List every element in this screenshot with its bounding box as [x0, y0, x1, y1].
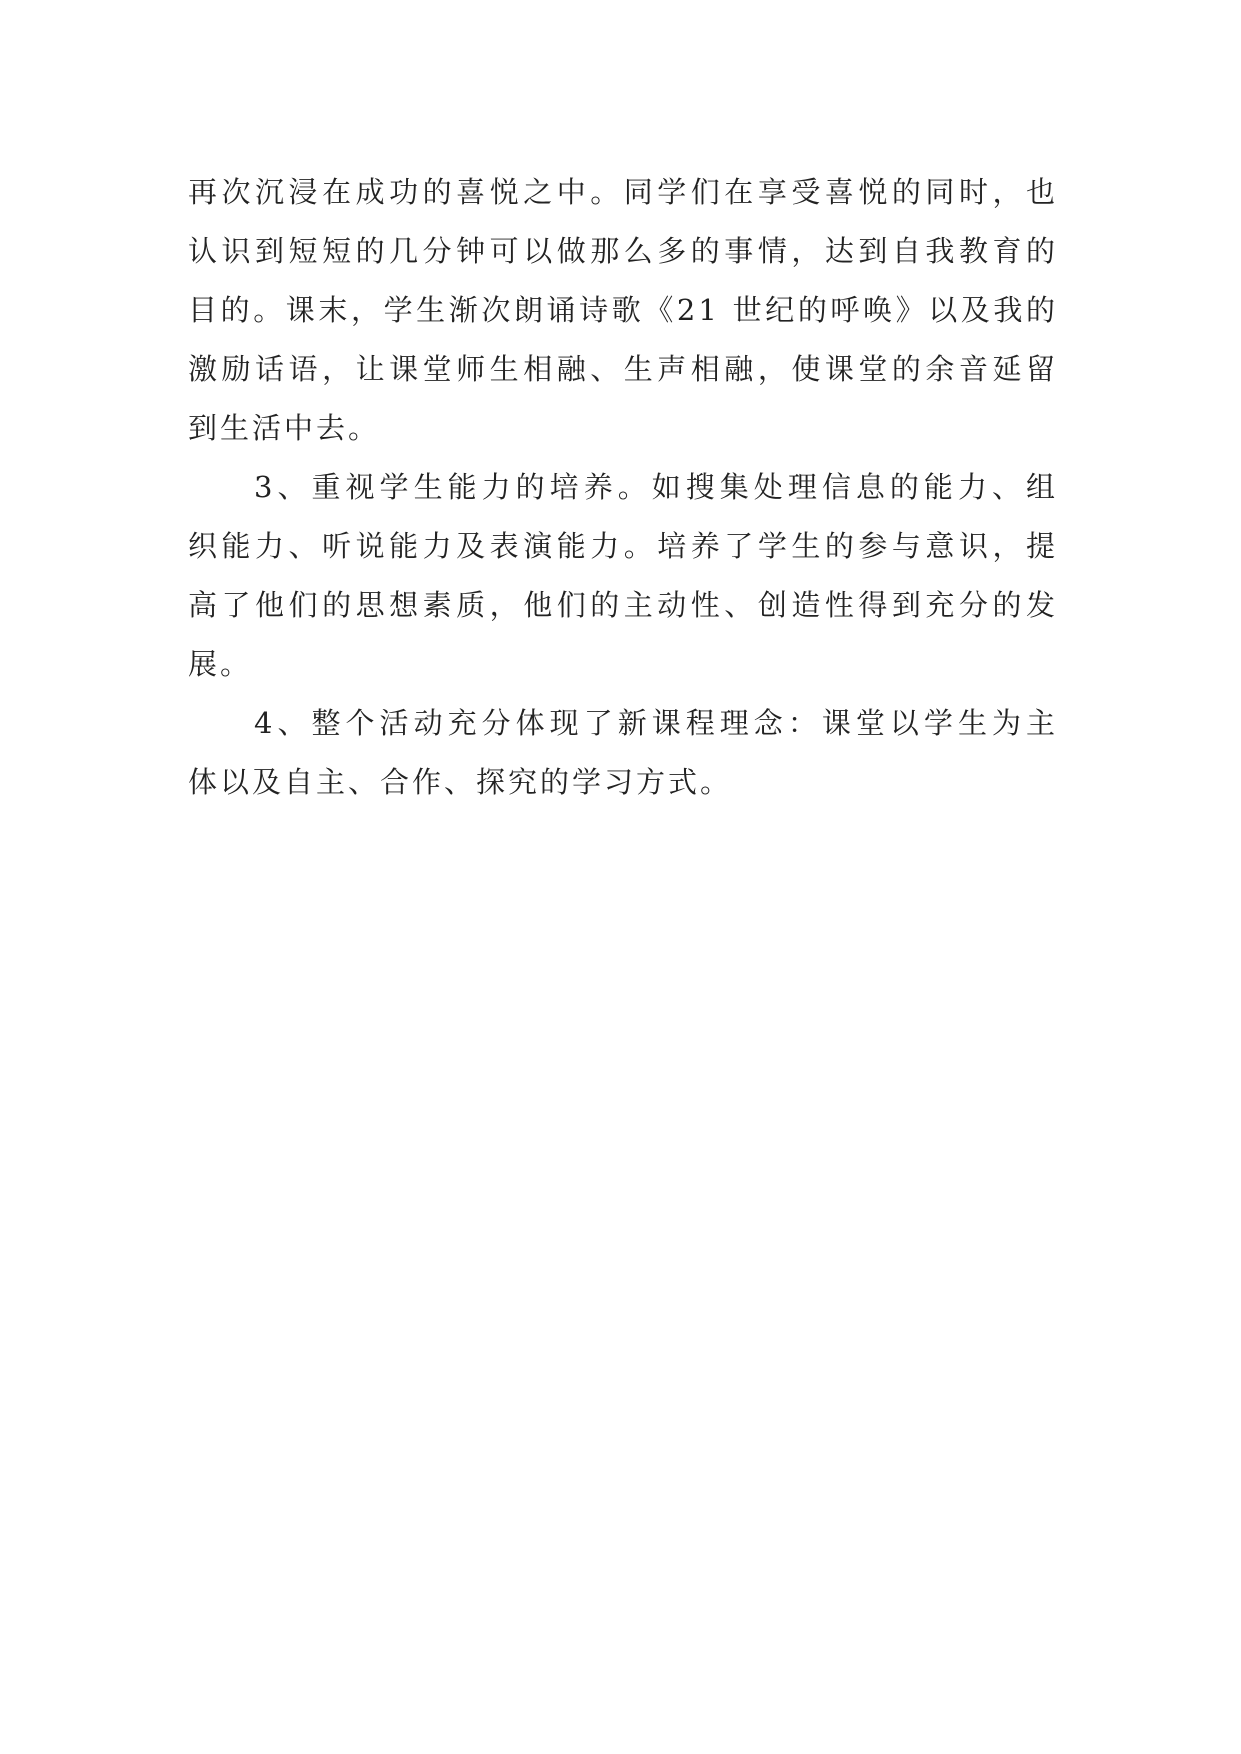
text-line: 到生活中去。: [188, 411, 381, 445]
paragraph-1: [188, 163, 1058, 458]
text-line: 再次沉浸在成功的喜悦之中。同学们在享受喜悦的同时，也: [188, 175, 1058, 209]
text-line: 认识到短短的几分钟可以做那么多的事情，达到自我教育的: [188, 234, 1058, 268]
text-line: 高了他们的思想素质，他们的主动性、创造性得到充分的发: [188, 588, 1058, 622]
text-line: 4、整个活动充分体现了新课程理念：课堂以学生为主: [254, 706, 1058, 740]
text-line: 织能力、听说能力及表演能力。培养了学生的参与意识，提: [188, 529, 1058, 563]
text-line: 体以及自主、合作、探究的学习方式。: [188, 765, 733, 799]
document-body: [188, 163, 1058, 812]
paragraph-3: [188, 694, 1058, 812]
text-line: 3、重视学生能力的培养。如搜集处理信息的能力、组: [254, 470, 1058, 504]
paragraph-2: [188, 458, 1058, 694]
text-line: 展。: [188, 647, 253, 681]
text-line: 激励话语，让课堂师生相融、生声相融，使课堂的余音延留: [188, 352, 1058, 386]
text-line: 目的。课末，学生渐次朗诵诗歌《21 世纪的呼唤》以及我的: [188, 293, 1058, 327]
